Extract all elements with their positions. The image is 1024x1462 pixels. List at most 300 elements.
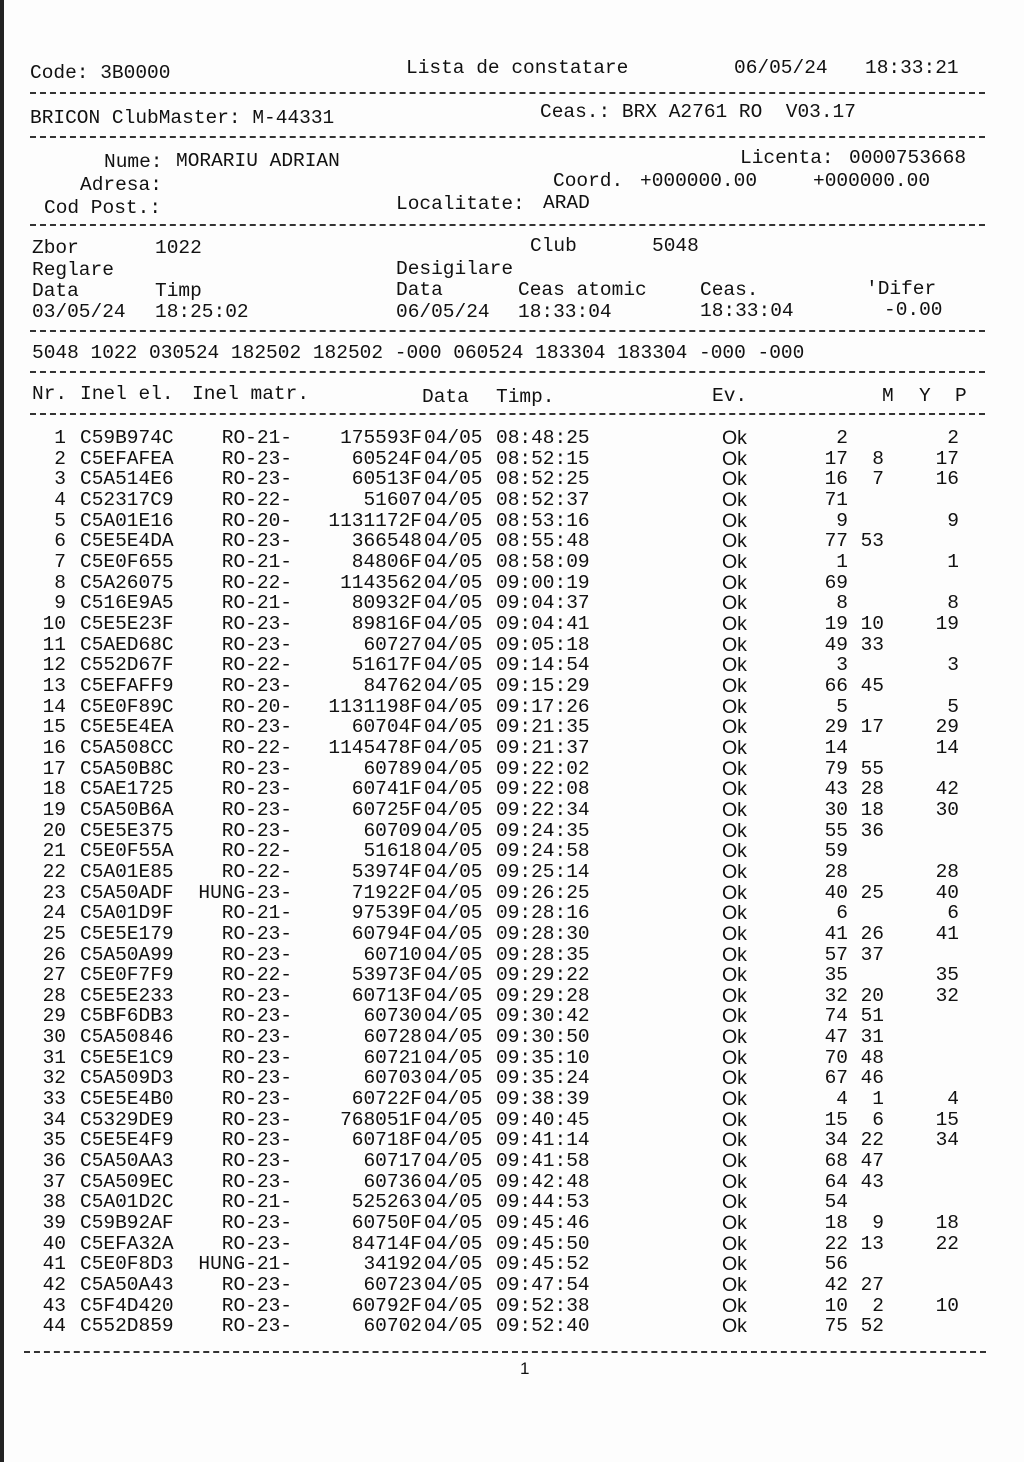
ring-electronic: C59B92AF	[80, 1212, 174, 1235]
row-nr: 29	[42, 1005, 66, 1028]
event: Ok	[722, 1026, 747, 1049]
m-value: 32	[824, 984, 848, 1007]
ring-electronic: C5E5E4F9	[80, 1129, 174, 1152]
difer-label: 'Difer	[866, 278, 937, 300]
m-value: 42	[824, 1274, 848, 1297]
col-timp: Timp.	[496, 386, 555, 408]
ring-electronic: C5A50A43	[80, 1274, 174, 1297]
difer-value: -0.00	[884, 299, 943, 321]
ring-electronic: C5BF6DB3	[80, 1005, 174, 1028]
arrival-date: 04/05	[424, 860, 483, 883]
arrival-time: 08:55:48	[496, 530, 590, 553]
ring-prefix: RO-23-	[221, 612, 292, 635]
ring-prefix: RO-23-	[221, 468, 292, 491]
ring-prefix: RO-22-	[221, 571, 292, 594]
y-value: 51	[860, 1005, 884, 1028]
m-value: 69	[824, 571, 848, 594]
ring-number: 60704F	[351, 716, 422, 739]
p-value: 1	[947, 550, 959, 573]
m-value: 29	[824, 716, 848, 739]
event: Ok	[722, 530, 747, 553]
ring-prefix: RO-21-	[221, 902, 292, 925]
timp-label: Timp	[155, 280, 202, 302]
y-value: 1	[872, 1088, 884, 1111]
ring-number: 84714F	[351, 1232, 422, 1255]
m-value: 40	[824, 881, 848, 904]
row-nr: 6	[54, 530, 66, 553]
arrival-date: 04/05	[424, 530, 483, 553]
m-value: 41	[824, 922, 848, 945]
m-value: 43	[824, 778, 848, 801]
event: Ok	[722, 964, 747, 987]
ring-electronic: C5A01E16	[80, 509, 174, 532]
ring-number: 1143562	[340, 571, 422, 594]
arrival-time: 08:58:09	[496, 550, 590, 573]
col-p: P	[955, 385, 967, 407]
arrival-date: 04/05	[424, 509, 483, 532]
ring-electronic: C5E0F655	[80, 550, 174, 573]
arrival-time: 09:14:54	[496, 654, 590, 677]
ring-number: 60723	[363, 1274, 422, 1297]
divider	[30, 413, 985, 415]
y-value: 7	[872, 468, 884, 491]
y-value: 2	[872, 1294, 884, 1317]
event: Ok	[722, 1170, 747, 1193]
ring-prefix: RO-21-	[221, 550, 292, 573]
p-value: 3	[947, 654, 959, 677]
ring-prefix: RO-23-	[221, 798, 292, 821]
arrival-date: 04/05	[424, 1170, 483, 1193]
ring-prefix: RO-23-	[221, 1274, 292, 1297]
ring-prefix: RO-23-	[221, 1108, 292, 1131]
arrival-date: 04/05	[424, 654, 483, 677]
arrival-date: 04/05	[424, 943, 483, 966]
p-value: 40	[935, 881, 959, 904]
event: Ok	[722, 612, 747, 635]
event: Ok	[722, 1150, 747, 1173]
p-value: 22	[935, 1232, 959, 1255]
ring-number: 60736	[363, 1170, 422, 1193]
ring-electronic: C5AED68C	[80, 633, 174, 656]
event: Ok	[722, 860, 747, 883]
locality-label: Localitate:	[396, 193, 525, 215]
y-value: 53	[860, 530, 884, 553]
ring-electronic: C52317C9	[80, 488, 174, 511]
code: Code: 3B0000	[30, 62, 171, 84]
ring-number: 60722F	[351, 1088, 422, 1111]
m-value: 19	[824, 612, 848, 635]
row-nr: 10	[42, 612, 66, 635]
m-value: 49	[824, 633, 848, 656]
event: Ok	[722, 716, 747, 739]
y-value: 17	[860, 716, 884, 739]
row-nr: 26	[42, 943, 66, 966]
club-label: Club	[530, 235, 577, 257]
divider	[30, 224, 985, 226]
event: Ok	[722, 798, 747, 821]
arrival-date: 04/05	[424, 571, 483, 594]
arrival-date: 04/05	[424, 778, 483, 801]
row-nr: 36	[42, 1150, 66, 1173]
p-value: 14	[935, 736, 959, 759]
row-nr: 32	[42, 1067, 66, 1090]
ring-number: 97539F	[351, 902, 422, 925]
arrival-time: 09:04:37	[496, 592, 590, 615]
device-id: BRICON ClubMaster: M-44331	[30, 107, 335, 129]
col-ev: Ev.	[712, 385, 748, 407]
licence-number: 0000753668	[849, 147, 967, 169]
reglare-date: 03/05/24	[32, 301, 126, 323]
ring-electronic: C5EFAFEA	[80, 447, 174, 470]
p-value: 5	[947, 695, 959, 718]
arrival-date: 04/05	[424, 488, 483, 511]
p-value: 29	[935, 716, 959, 739]
p-value: 4	[947, 1088, 959, 1111]
ring-number: 89816F	[351, 612, 422, 635]
ring-number: 53974F	[351, 860, 422, 883]
ring-number: 60718F	[351, 1129, 422, 1152]
ring-prefix: RO-22-	[221, 860, 292, 883]
y-value: 36	[860, 819, 884, 842]
arrival-date: 04/05	[424, 1005, 483, 1028]
arrival-date: 04/05	[424, 468, 483, 491]
atomic-clock-label: Ceas atomic	[518, 279, 647, 301]
p-value: 15	[935, 1108, 959, 1131]
p-value: 41	[935, 922, 959, 945]
m-value: 70	[824, 1046, 848, 1069]
clock-id: Ceas.: BRX A2761 RO V03.17	[540, 101, 856, 123]
arrival-date: 04/05	[424, 1046, 483, 1069]
event: Ok	[722, 592, 747, 615]
desigilare-date: 06/05/24	[396, 301, 490, 323]
arrival-time: 09:00:19	[496, 571, 590, 594]
arrival-date: 04/05	[424, 716, 483, 739]
row-nr: 39	[42, 1212, 66, 1235]
ring-number: 84806F	[351, 550, 422, 573]
ring-number: 60513F	[351, 468, 422, 491]
ring-electronic: C5E5E4B0	[80, 1088, 174, 1111]
ring-electronic: C5F4D420	[80, 1294, 174, 1317]
row-nr: 8	[54, 571, 66, 594]
event: Ok	[722, 633, 747, 656]
ring-electronic: C5A26075	[80, 571, 174, 594]
ring-number: 51617F	[351, 654, 422, 677]
p-value: 6	[947, 902, 959, 925]
zbor-value: 1022	[155, 237, 202, 259]
row-nr: 4	[54, 488, 66, 511]
row-nr: 9	[54, 592, 66, 615]
m-value: 28	[824, 860, 848, 883]
row-nr: 22	[42, 860, 66, 883]
ring-prefix: RO-23-	[221, 1046, 292, 1069]
p-value: 19	[935, 612, 959, 635]
y-value: 13	[860, 1232, 884, 1255]
arrival-time: 09:22:34	[496, 798, 590, 821]
row-nr: 34	[42, 1108, 66, 1131]
row-nr: 21	[42, 840, 66, 863]
arrival-time: 08:48:25	[496, 427, 590, 449]
y-value: 28	[860, 778, 884, 801]
ring-number: 1145478F	[328, 736, 422, 759]
divider	[30, 330, 985, 332]
m-value: 3	[836, 654, 848, 677]
m-value: 59	[824, 840, 848, 863]
row-nr: 37	[42, 1170, 66, 1193]
m-value: 54	[824, 1191, 848, 1214]
p-value: 9	[947, 509, 959, 532]
ring-number: 51607	[363, 488, 422, 511]
event: Ok	[722, 1108, 747, 1131]
event: Ok	[722, 1067, 747, 1090]
arrival-time: 09:42:48	[496, 1170, 590, 1193]
event: Ok	[722, 1212, 747, 1235]
y-value: 8	[872, 447, 884, 470]
divider	[30, 136, 985, 138]
arrival-time: 09:21:37	[496, 736, 590, 759]
ring-prefix: RO-22-	[221, 654, 292, 677]
arrival-time: 09:29:22	[496, 964, 590, 987]
ring-electronic: C5A509EC	[80, 1170, 174, 1193]
ring-electronic: C5E5E4EA	[80, 716, 174, 739]
p-value: 35	[935, 964, 959, 987]
m-value: 68	[824, 1150, 848, 1173]
divider	[30, 371, 985, 373]
ring-prefix: RO-21-	[221, 592, 292, 615]
club-value: 5048	[652, 235, 699, 257]
event: Ok	[722, 1088, 747, 1111]
y-value: 20	[860, 984, 884, 1007]
row-nr: 17	[42, 757, 66, 780]
row-nr: 38	[42, 1191, 66, 1214]
data-label-2: Data	[396, 279, 443, 301]
ring-number: 60789	[363, 757, 422, 780]
arrival-date: 04/05	[424, 984, 483, 1007]
m-value: 55	[824, 819, 848, 842]
ring-prefix: RO-23-	[221, 778, 292, 801]
arrival-date: 04/05	[424, 1108, 483, 1131]
arrival-time: 09:21:35	[496, 716, 590, 739]
event: Ok	[722, 736, 747, 759]
ring-electronic: C516E9A5	[80, 592, 174, 615]
ring-number: 53973F	[351, 964, 422, 987]
ring-electronic: C5E0F89C	[80, 695, 174, 718]
arrival-date: 04/05	[424, 695, 483, 718]
y-value: 25	[860, 881, 884, 904]
m-value: 5	[836, 695, 848, 718]
arrival-date: 04/05	[424, 1150, 483, 1173]
ring-prefix: HUNG-21-	[198, 1253, 292, 1276]
ring-number: 60713F	[351, 984, 422, 1007]
ring-electronic: C552D67F	[80, 654, 174, 677]
ring-electronic: C5EFA32A	[80, 1232, 174, 1255]
arrival-time: 09:24:58	[496, 840, 590, 863]
summary-code-line: 5048 1022 030524 182502 182502 -000 060524 183304 183304 -000 -000	[32, 342, 805, 364]
ring-number: 84762	[363, 674, 422, 697]
arrival-time: 09:52:40	[496, 1315, 590, 1338]
ring-number: 768051F	[340, 1108, 422, 1131]
ring-number: 60709	[363, 819, 422, 842]
ring-electronic: C5A509D3	[80, 1067, 174, 1090]
name-label: Nume:	[104, 151, 163, 173]
row-nr: 23	[42, 881, 66, 904]
p-value: 8	[947, 592, 959, 615]
y-value: 22	[860, 1129, 884, 1152]
arrival-time: 09:15:29	[496, 674, 590, 697]
desigilare-label: Desigilare	[396, 258, 514, 280]
event: Ok	[722, 943, 747, 966]
row-nr: 44	[42, 1315, 66, 1338]
row-nr: 33	[42, 1088, 66, 1111]
event: Ok	[722, 1315, 747, 1338]
ring-number: 60741F	[351, 778, 422, 801]
y-value: 26	[860, 922, 884, 945]
reglare-time: 18:25:02	[155, 301, 249, 323]
ring-electronic: C5E5E233	[80, 984, 174, 1007]
arrival-time: 08:52:25	[496, 468, 590, 491]
address-label: Adresa:	[80, 174, 162, 196]
y-value: 18	[860, 798, 884, 821]
arrival-time: 09:28:30	[496, 922, 590, 945]
ring-prefix: RO-23-	[221, 819, 292, 842]
arrival-date: 04/05	[424, 902, 483, 925]
event: Ok	[722, 1253, 747, 1276]
event: Ok	[722, 1191, 747, 1214]
divider	[24, 1351, 986, 1353]
row-nr: 42	[42, 1274, 66, 1297]
event: Ok	[722, 1232, 747, 1255]
ring-number: 60725F	[351, 798, 422, 821]
event: Ok	[722, 427, 747, 449]
coord-y: +000000.00	[813, 170, 931, 192]
y-value: 10	[860, 612, 884, 635]
m-value: 71	[824, 488, 848, 511]
ring-number: 34192	[363, 1253, 422, 1276]
ring-prefix: RO-22-	[221, 736, 292, 759]
scan-edge	[0, 0, 4, 1462]
event: Ok	[722, 984, 747, 1007]
m-value: 67	[824, 1067, 848, 1090]
row-nr: 11	[42, 633, 66, 656]
event: Ok	[722, 757, 747, 780]
arrival-time: 08:52:15	[496, 447, 590, 470]
col-data: Data	[422, 386, 469, 408]
arrival-date: 04/05	[424, 1088, 483, 1111]
ceas-label: Ceas.	[700, 279, 759, 301]
arrival-time: 09:28:35	[496, 943, 590, 966]
postcode-label: Cod Post.:	[44, 197, 162, 219]
event: Ok	[722, 1005, 747, 1028]
y-value: 33	[860, 633, 884, 656]
m-value: 22	[824, 1232, 848, 1255]
row-nr: 30	[42, 1026, 66, 1049]
arrival-date: 04/05	[424, 1067, 483, 1090]
m-value: 74	[824, 1005, 848, 1028]
row-nr: 18	[42, 778, 66, 801]
arrival-time: 09:44:53	[496, 1191, 590, 1214]
row-nr: 15	[42, 716, 66, 739]
ring-prefix: HUNG-23-	[198, 881, 292, 904]
row-nr: 41	[42, 1253, 66, 1276]
arrival-date: 04/05	[424, 427, 483, 449]
arrival-time: 09:30:50	[496, 1026, 590, 1049]
ring-number: 1131172F	[328, 509, 422, 532]
ring-electronic: C5E5E179	[80, 922, 174, 945]
event: Ok	[722, 674, 747, 697]
arrival-time: 09:17:26	[496, 695, 590, 718]
ring-prefix: RO-23-	[221, 1150, 292, 1173]
m-value: 17	[824, 447, 848, 470]
ring-number: 60702	[363, 1315, 422, 1338]
ring-electronic: C5AE1725	[80, 778, 174, 801]
row-nr: 40	[42, 1232, 66, 1255]
ring-prefix: RO-22-	[221, 964, 292, 987]
event: Ok	[722, 468, 747, 491]
event: Ok	[722, 840, 747, 863]
arrival-time: 09:04:41	[496, 612, 590, 635]
arrival-time: 09:45:50	[496, 1232, 590, 1255]
y-value: 52	[860, 1315, 884, 1338]
ceas-time: 18:33:04	[700, 300, 794, 322]
ring-prefix: RO-23-	[221, 1294, 292, 1317]
page-number: 1	[520, 1359, 530, 1378]
y-value: 43	[860, 1170, 884, 1193]
ring-electronic: C5E5E23F	[80, 612, 174, 635]
arrival-date: 04/05	[424, 1212, 483, 1235]
row-nr: 28	[42, 984, 66, 1007]
event: Ok	[722, 1274, 747, 1297]
ring-prefix: RO-23-	[221, 1088, 292, 1111]
ring-electronic: C5A50B6A	[80, 798, 174, 821]
ring-electronic: C5A514E6	[80, 468, 174, 491]
p-value: 17	[935, 447, 959, 470]
row-nr: 7	[54, 550, 66, 573]
ring-electronic: C5E5E1C9	[80, 1046, 174, 1069]
arrival-date: 04/05	[424, 1026, 483, 1049]
arrival-time: 09:41:14	[496, 1129, 590, 1152]
arrival-date: 04/05	[424, 1129, 483, 1152]
row-nr: 35	[42, 1129, 66, 1152]
ring-number: 366548	[351, 530, 422, 553]
col-m: M	[882, 385, 894, 407]
ring-number: 71922F	[351, 881, 422, 904]
ring-number: 60721	[363, 1046, 422, 1069]
m-value: 30	[824, 798, 848, 821]
arrival-date: 04/05	[424, 1232, 483, 1255]
p-value: 10	[935, 1294, 959, 1317]
arrival-date: 04/05	[424, 757, 483, 780]
ring-prefix: RO-21-	[221, 427, 292, 449]
event: Ok	[722, 922, 747, 945]
m-value: 14	[824, 736, 848, 759]
p-value: 2	[947, 427, 959, 449]
m-value: 1	[836, 550, 848, 573]
print-time: 18:33:21	[865, 57, 959, 79]
ring-number: 60728	[363, 1026, 422, 1049]
row-nr: 27	[42, 964, 66, 987]
ring-electronic: C5E0F8D3	[80, 1253, 174, 1276]
event: Ok	[722, 488, 747, 511]
ring-number: 60717	[363, 1150, 422, 1173]
m-value: 77	[824, 530, 848, 553]
ring-number: 60703	[363, 1067, 422, 1090]
ring-electronic: C5E5E4DA	[80, 530, 174, 553]
ring-prefix: RO-23-	[221, 1315, 292, 1338]
p-value: 28	[935, 860, 959, 883]
arrival-time: 09:22:08	[496, 778, 590, 801]
row-nr: 3	[54, 468, 66, 491]
coord-x: +000000.00	[640, 170, 758, 192]
ring-prefix: RO-23-	[221, 984, 292, 1007]
